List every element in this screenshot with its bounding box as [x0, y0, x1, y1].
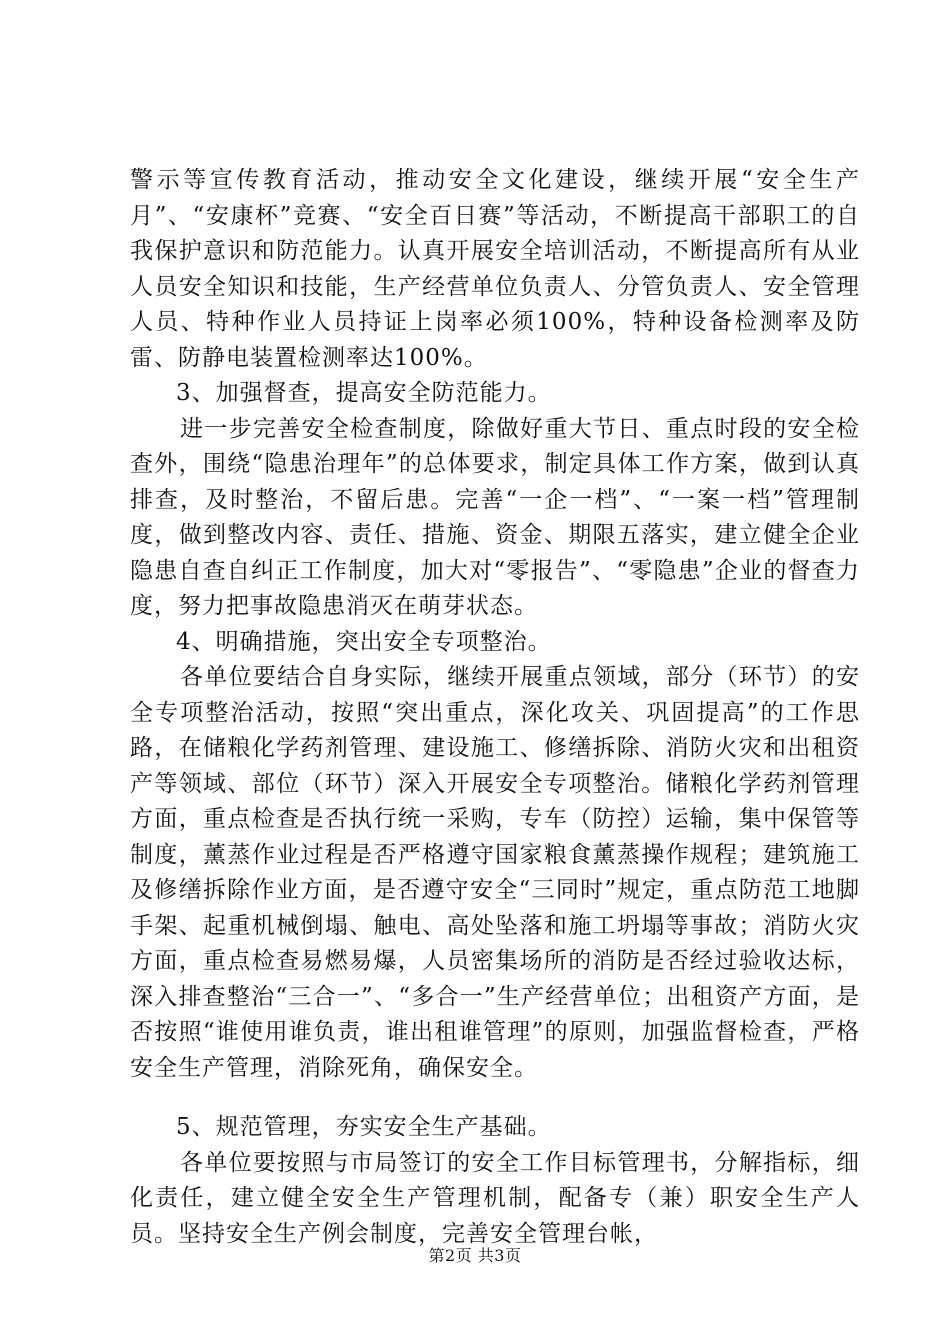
body-paragraph-intro: 警示等宣传教育活动，推动安全文化建设，继续开展“安全生产月”、“安康杯”竞赛、“安全百日赛”等活动，不断提高干部职工的自我保护意识和防范能力。认真开展安全培训活动，不断提高所有从业人员安全知识和技能，生产经营单位负责人、分管负责人、安全管理人员、特种作业人员持证上岗率必须100%，特种设备检测率及防雷、防静电装置检测率达100%。: [130, 167, 860, 371]
body-paragraph-4: 各单位要结合自身实际，继续开展重点领域，部分（环节）的安全专项整治活动，按照“突出重点，深化攻关、巩固提高”的工作思路，在储粮化学药剂管理、建设施工、修缮拆除、消防火灾和出租资产等领域、部位（环节）深入开展安全专项整治。储粮化学药剂管理方面，重点检查是否执行统一采购，专车（防控）运输，集中保管等制度，薰蒸作业过程是否严格遵守国家粮食薰蒸操作规程；建筑施工及修缮拆除作业方面，是否遵守安全“三同时”规定，重点防范工地脚手架、起重机械倒塌、触电、高处坠落和施工坍塌等事故；消防火灾方面，重点检查易燃易爆，人员密集场所的消防是否经过验收达标，深入排查整治“三合一”、“多合一”生产经营单位；出租资产方面，是否按照“谁使用谁负责，谁出租谁管理”的原则，加强监督检查，严格安全生产管理，消除死角，确保安全。: [130, 664, 860, 1081]
body-paragraph-5: 各单位要按照与市局签订的安全工作目标管理书，分解指标，细化责任，建立健全安全生产管理机制，配备专（兼）职安全生产人员。坚持安全生产例会制度，完善安全管理台帐，: [130, 1149, 860, 1247]
body-paragraph-3: 进一步完善安全检查制度，除做好重大节日、重点时段的安全检查外，围绕“隐患治理年”的总体要求，制定具体工作方案，做到认真排查，及时整治，不留后患。完善“一企一档”、“一案一档”管理制度，做到整改内容、责任、措施、资金、期限五落实，建立健全企业隐患自查自纠正工作制度，加大对“零报告”、“零隐患”企业的督查力度，努力把事故隐患消灭在萌芽状态。: [130, 415, 860, 619]
section-heading-3: 3、加强督查，提高安全防范能力。: [176, 380, 552, 406]
paragraph-gap: [130, 1086, 860, 1110]
page-footer: 第2页 共3页: [428, 1246, 522, 1265]
document-body: [130, 163, 860, 1252]
section-heading-5: 5、规范管理，夯实安全生产基础。: [176, 1114, 552, 1140]
section-heading-4: 4、明确措施，突出安全专项整治。: [176, 628, 552, 655]
